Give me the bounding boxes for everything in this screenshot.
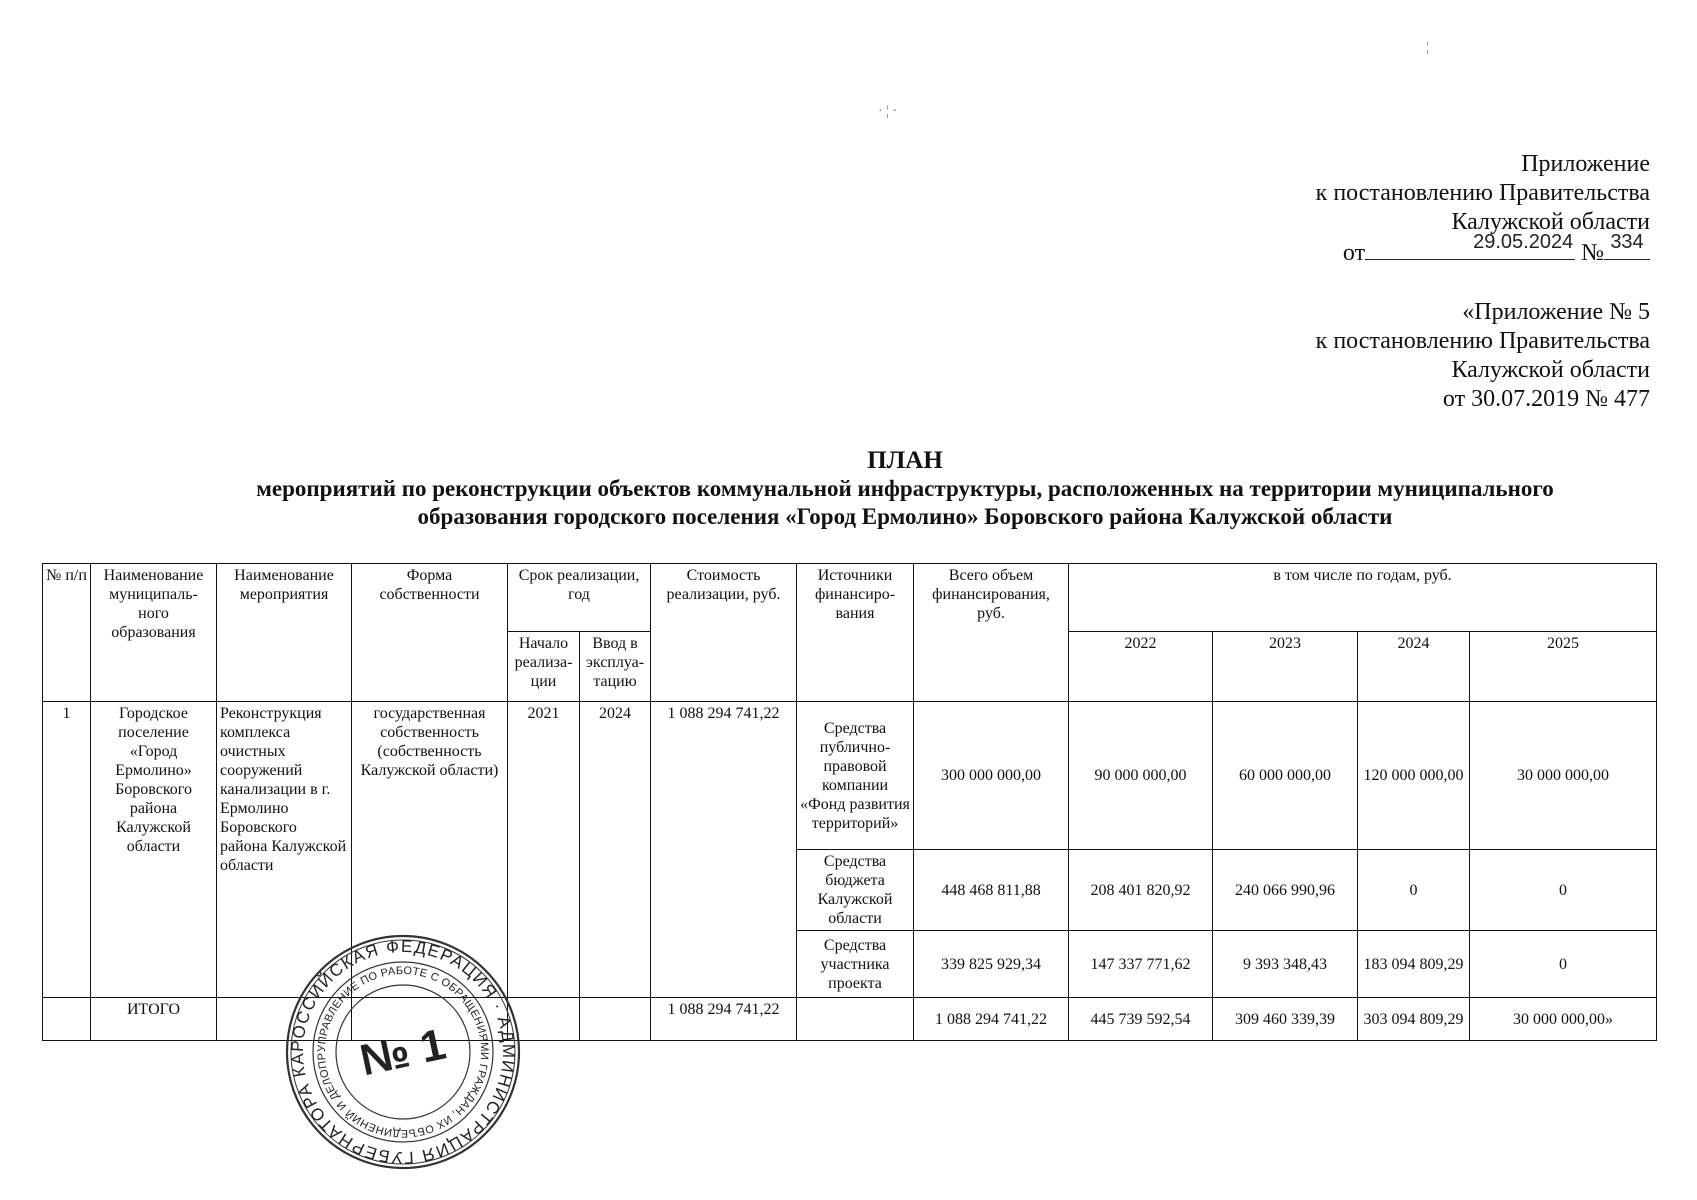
header-term-end: Ввод в эксплуа-тацию <box>580 632 651 702</box>
document-title <box>150 447 1660 531</box>
appendix-line: Калужской области <box>1451 209 1650 235</box>
source-total: 339 825 929,34 <box>914 931 1069 998</box>
header-activity: Наименование мероприятия <box>217 564 352 702</box>
source-2024: 183 094 809,29 <box>1358 931 1470 998</box>
header-sources: Источники финансиро-вания <box>797 564 914 702</box>
appendix-line: к постановлению Правительства <box>1315 328 1650 354</box>
total-2022: 445 739 592,54 <box>1069 998 1213 1041</box>
original-appendix-header <box>1316 298 1650 414</box>
decree-date-line <box>1342 231 1650 268</box>
source-2022: 90 000 000,00 <box>1069 702 1213 850</box>
appendix-line: от 30.07.2019 № 477 <box>1442 386 1650 412</box>
title-line: образования городского поселения «Город Ермолино» Боровского района Калужской области <box>417 504 1393 529</box>
date-value: 29.05.2024 <box>1473 231 1574 253</box>
source-2023: 60 000 000,00 <box>1213 702 1358 850</box>
appendix-line: Приложение <box>1521 151 1650 177</box>
source-2022: 147 337 771,62 <box>1069 931 1213 998</box>
header-ownership: Форма собственности <box>352 564 508 702</box>
total-cost: 1 088 294 741,22 <box>651 998 797 1041</box>
header-term-start: Начало реализа-ции <box>508 632 580 702</box>
header-num: № п/п <box>43 564 91 702</box>
scan-mark: · ¦ · <box>878 104 898 119</box>
total-label: ИТОГО <box>91 998 217 1041</box>
number-field <box>1604 231 1650 260</box>
header-term: Срок реализации, год <box>508 564 651 632</box>
title-plan: ПЛАН <box>867 447 943 474</box>
source-2024: 120 000 000,00 <box>1358 702 1470 850</box>
header-cost: Стоимость реализации, руб. <box>651 564 797 702</box>
row-num: 1 <box>43 702 91 998</box>
source-total: 300 000 000,00 <box>914 702 1069 850</box>
official-stamp <box>283 932 523 1172</box>
source-2025: 30 000 000,00 <box>1470 702 1657 850</box>
appendix-line: «Приложение № 5 <box>1462 299 1650 325</box>
number-sign: № <box>1581 240 1604 266</box>
scan-mark: ¦ <box>1426 40 1429 55</box>
source-2025: 0 <box>1470 850 1657 931</box>
stamp-center: № 1 <box>355 1019 450 1086</box>
source-name: Средства публично-правовой компании «Фонд развития территорий» <box>797 702 914 850</box>
title-line: мероприятий по реконструкции объектов коммунальной инфраструктуры, расположенных на территории муниципального <box>256 476 1554 501</box>
total-sum: 1 088 294 741,22 <box>914 998 1069 1041</box>
row-municipality: Городское поселение «Город Ермолино» Боровского района Калужской области <box>91 702 217 998</box>
source-2025: 0 <box>1470 931 1657 998</box>
appendix-line: Калужской области <box>1451 357 1650 383</box>
header-by-years: в том числе по годам, руб. <box>1069 564 1657 632</box>
table-row <box>43 702 1657 850</box>
stamp-ring-inner: УПРАВЛЕНИЕ ПО РАБОТЕ С ОБРАЩЕНИЯМИ ГРАЖДАН, ИХ ОБЪЕДИНЕНИЙ И ДЕЛОПР <box>315 964 491 1140</box>
source-2024: 0 <box>1358 850 1470 931</box>
source-name: Средства бюджета Калужской области <box>797 850 914 931</box>
header-total: Всего объем финансирования, руб. <box>914 564 1069 702</box>
total-2025: 30 000 000,00» <box>1470 998 1657 1041</box>
date-prefix: от <box>1342 240 1366 266</box>
header-year-2024: 2024 <box>1358 632 1470 702</box>
total-2023: 309 460 339,39 <box>1213 998 1358 1041</box>
appendix-header <box>1316 150 1650 268</box>
source-2023: 9 393 348,43 <box>1213 931 1358 998</box>
row-end-year: 2024 <box>580 702 651 998</box>
row-cost: 1 088 294 741,22 <box>651 702 797 998</box>
row-activity: Реконструкция комплекса очистных сооружений канализации в г. Ермолино Боровского района Калужской области <box>217 702 352 998</box>
number-value: 334 <box>1610 231 1644 253</box>
header-year-2025: 2025 <box>1470 632 1657 702</box>
stamp-ring-outer: РОССИЙСКАЯ ФЕДЕРАЦИЯ · АДМИНИСТРАЦИЯ ГУБЕРНАТОРА КА <box>287 936 519 1168</box>
total-2024: 303 094 809,29 <box>1358 998 1470 1041</box>
date-field <box>1365 231 1575 260</box>
row-start-year: 2021 <box>508 702 580 998</box>
header-year-2022: 2022 <box>1069 632 1213 702</box>
header-municipality: Наименование муниципаль-ного образования <box>91 564 217 702</box>
source-2023: 240 066 990,96 <box>1213 850 1358 931</box>
source-total: 448 468 811,88 <box>914 850 1069 931</box>
appendix-line: к постановлению Правительства <box>1315 180 1650 206</box>
header-year-2023: 2023 <box>1213 632 1358 702</box>
row-ownership: государственная собственность (собственность Калужской области) <box>352 702 508 998</box>
source-name: Средства участника проекта <box>797 931 914 998</box>
source-2022: 208 401 820,92 <box>1069 850 1213 931</box>
